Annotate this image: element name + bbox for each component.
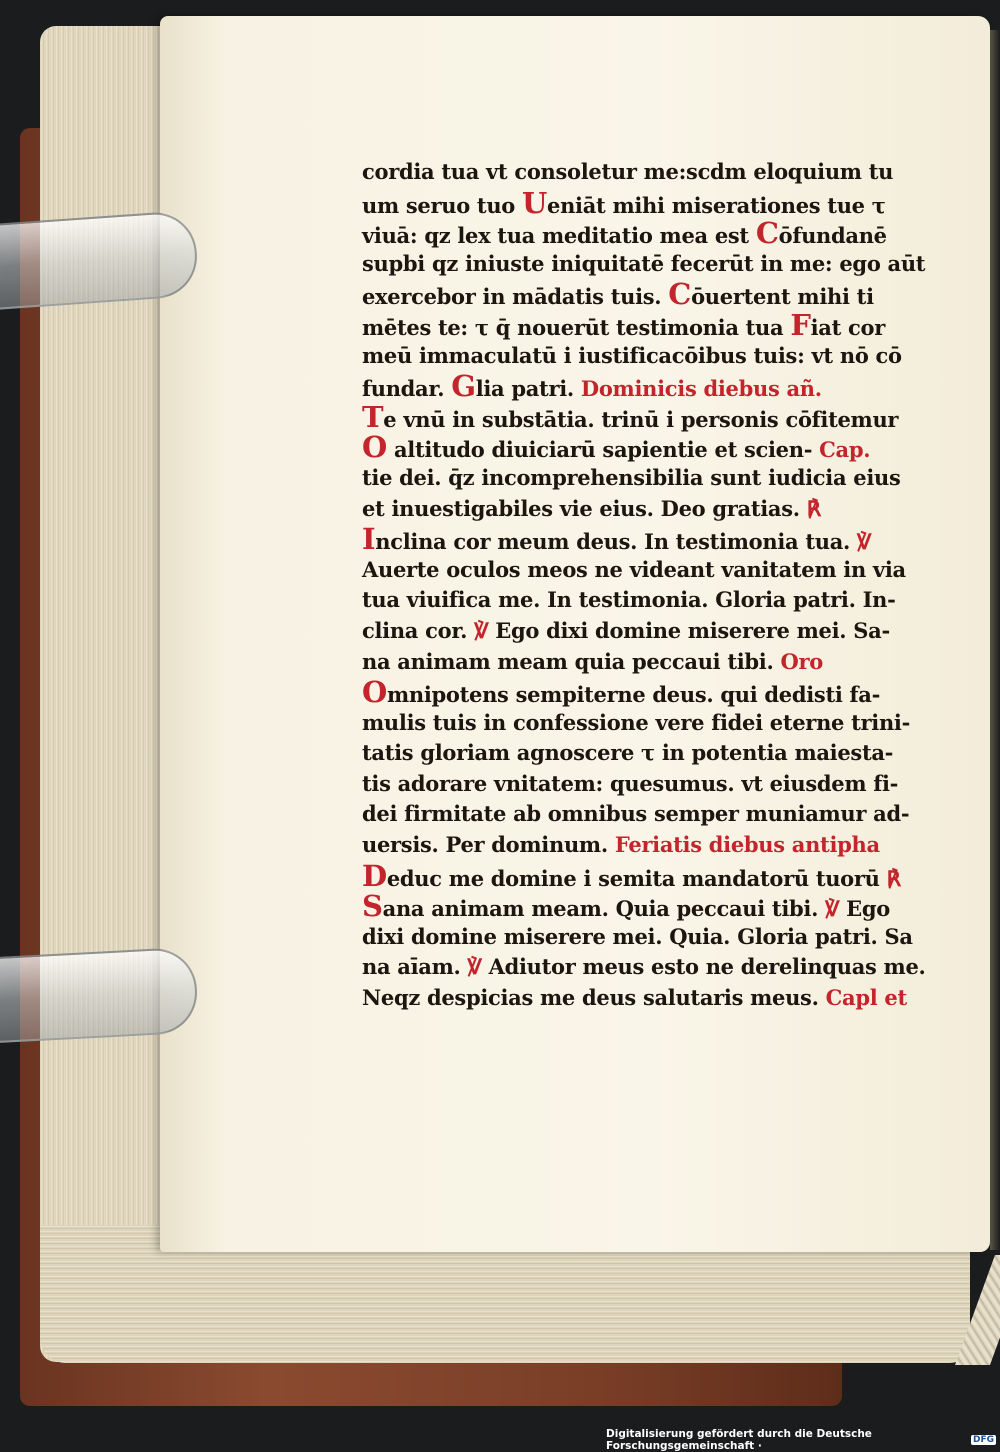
- text-segment: meū immaculatū i iustificacōibus tuis: vt nō cō: [362, 342, 902, 368]
- text-segment: um seruo tuo: [362, 192, 523, 218]
- text-line: [362, 432, 892, 463]
- text-line: [362, 463, 901, 494]
- rubric-initial: G: [451, 369, 476, 404]
- text-segment: dei firmitate ab omnibus semper muniamur ad-: [362, 801, 910, 827]
- text-segment: eniāt mihi miserationes tue τ: [547, 192, 886, 218]
- rubric-text: ℟: [806, 495, 821, 521]
- rubric-initial: U: [522, 185, 548, 220]
- rubric-initial: C: [755, 216, 779, 251]
- text-line: [362, 555, 906, 586]
- text-segment: viuā: qz lex tua meditatio mea est: [362, 223, 756, 249]
- rubric-text: ℣: [825, 896, 840, 922]
- text-line: [362, 830, 892, 861]
- rubric-initial: C: [668, 277, 692, 312]
- rubric-text: Cap.: [819, 437, 871, 463]
- rubric-initial: F: [790, 307, 811, 342]
- text-line: [362, 677, 892, 708]
- rubric-initial: T: [362, 399, 384, 434]
- text-line: [362, 185, 892, 220]
- text-line: [362, 647, 892, 678]
- rubric-initial: O: [362, 675, 387, 710]
- rubric-text: ℟: [886, 865, 901, 891]
- spine-shadow: [990, 30, 1000, 1250]
- rubric-initial: S: [362, 889, 383, 924]
- text-segment: Ego dixi domine miserere mei. Sa-: [488, 617, 890, 643]
- text-line: [362, 279, 892, 310]
- rubric-initial: I: [362, 522, 376, 557]
- text-segment: nclina cor meum deus. In testimonia tua.: [375, 529, 858, 555]
- text-segment: ana animam meam. Quia peccaui tibi.: [382, 896, 826, 922]
- text-line: [362, 799, 910, 830]
- rubric-text: ℣: [857, 529, 872, 555]
- text-segment: exercebor in mādatis tuis.: [362, 284, 669, 310]
- digitization-footer: [606, 1428, 996, 1452]
- rubric-text: Capl et: [825, 985, 907, 1011]
- text-line: [362, 983, 907, 1014]
- text-segment: na aīam.: [362, 954, 468, 980]
- text-line: [362, 858, 901, 893]
- text-segment: dixi domine miserere mei. Quia. Gloria patri. Sa: [362, 923, 913, 949]
- text-segment: et inuestigabiles vie eius. Deo gratias.: [362, 495, 807, 521]
- text-block: [362, 157, 926, 1014]
- text-line: [362, 524, 892, 555]
- text-segment: tatis gloriam agnoscere τ in potentia maiesta-: [362, 740, 894, 766]
- text-segment: supbi qz iniuste iniquitatē fecerūt in me: ego aūt: [362, 250, 926, 276]
- text-line: [362, 341, 902, 372]
- text-segment: na animam meam quia peccaui tibi.: [362, 648, 781, 674]
- text-line: [362, 157, 892, 188]
- text-line: [362, 371, 892, 402]
- text-line: [362, 769, 899, 800]
- text-segment: clina cor.: [362, 617, 475, 643]
- rubric-text: Dominicis diebus añ.: [580, 376, 822, 402]
- footer-credit: Digitalisierung gefördert durch die Deutsche Forschungsgemeinschaft ·: [606, 1428, 872, 1452]
- text-segment: Adiutor meus esto ne derelinquas me.: [481, 954, 926, 980]
- dfg-logo: DFG: [972, 1435, 994, 1445]
- text-segment: ōfundanē: [778, 223, 887, 249]
- text-line: [362, 218, 892, 249]
- rubric-text: ℣: [467, 954, 482, 980]
- text-line: [362, 891, 892, 922]
- page-clip-top: [0, 210, 200, 310]
- text-line: [362, 952, 926, 983]
- text-segment: ōuertent mihi ti: [691, 284, 874, 310]
- text-line: [362, 616, 892, 647]
- text-segment: fundar.: [362, 376, 452, 402]
- rubric-text: Oro: [780, 648, 823, 674]
- rubric-text: ℣: [474, 617, 489, 643]
- text-segment: lia patri.: [475, 376, 581, 402]
- text-segment: Ego: [839, 896, 890, 922]
- text-segment: e vnū in substātia. trinū i personis cōfitemur: [383, 406, 899, 432]
- text-line: [362, 708, 911, 739]
- text-line: [362, 307, 892, 342]
- text-segment: educ me domine i semita mandatorū tuorū: [386, 865, 887, 891]
- text-segment: tua viuifica me. In testimonia. Gloria patri. In-: [362, 587, 896, 613]
- text-line: [362, 738, 892, 769]
- text-line: [362, 399, 899, 434]
- rubric-text: Feriatis diebus antipha: [614, 832, 880, 858]
- page-clip-bottom: [0, 947, 199, 1044]
- text-segment: tis adorare vnitatem: quesumus. vt eiusdem fi-: [362, 770, 899, 796]
- text-segment: mētes te: τ q̄ nouerūt testimonia tua: [362, 314, 791, 340]
- text-segment: Auerte oculos meos ne videant vanitatem in via: [362, 556, 906, 582]
- text-segment: mnipotens sempiterne deus. qui dedisti fa-: [386, 682, 880, 708]
- text-segment: cordia tua vt consoletur me:scdm eloquium tu: [362, 159, 894, 184]
- text-segment: iat cor: [810, 314, 885, 340]
- text-line: [362, 249, 926, 280]
- text-segment: Neqz despicias me deus salutaris meus.: [362, 985, 826, 1011]
- text-line: [362, 585, 896, 616]
- rubric-initial: O: [362, 430, 387, 465]
- text-segment: mulis tuis in confessione vere fidei eterne trini-: [362, 709, 911, 735]
- text-line: [362, 494, 892, 525]
- rubric-initial: D: [362, 858, 387, 893]
- text-segment: altitudo diuiciarū sapientie et scien-: [386, 437, 820, 463]
- text-segment: uersis. Per dominum.: [362, 832, 615, 858]
- text-segment: tie dei. q̄z incomprehensibilia sunt iudicia eius: [362, 464, 901, 490]
- text-line: [362, 922, 913, 953]
